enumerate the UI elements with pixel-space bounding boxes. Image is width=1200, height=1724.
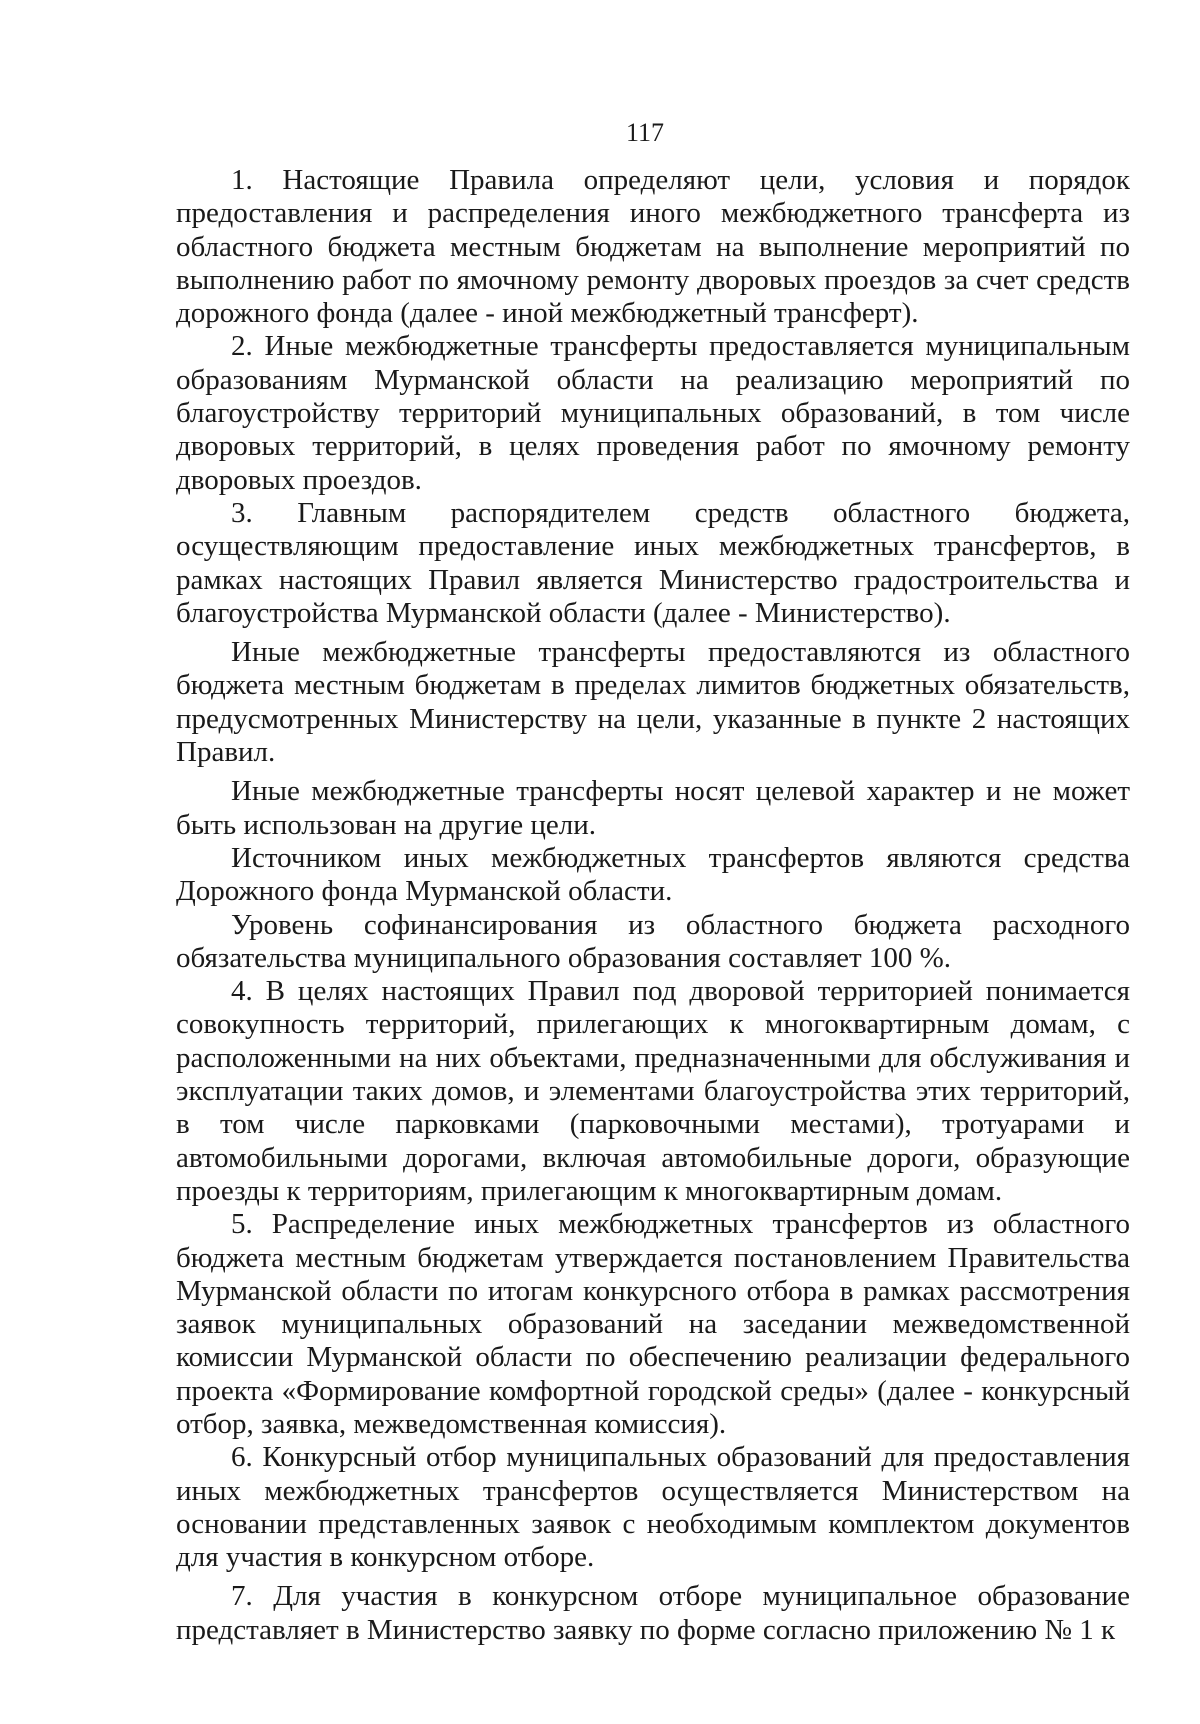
paragraph-6: 6. Конкурсный отбор муниципальных образований для предоставления иных межбюджетных трансфертов осуществляется Министерством на основании представленных заявок с необходимым комплектом документов для участия в конкурсном отборе. xyxy=(176,1441,1130,1574)
page-number: 117 xyxy=(625,118,665,147)
paragraph-3-purpose: Иные межбюджетные трансферты носят целевой характер и не может быть использован на другие цели. xyxy=(176,775,1130,841)
paragraph-4: 4. В целях настоящих Правил под дворовой территорией понимается совокупность территорий, прилегающих к многоквартирным домам, с расположенными на них объектами, предназначенными для обслуживания и эксплуатации таких домов, и элементами благоустройства этих территорий, в том числе парковками (парковочными местами), тротуарами и автомобильными дорогами, включая автомобильные дороги, образующие проезды к территориям, прилегающим к многоквартирным домам. xyxy=(176,975,1130,1207)
document-body xyxy=(176,164,1130,1647)
paragraph-2: 2. Иные межбюджетные трансферты предоставляется муниципальным образованиям Мурманской области на реализацию мероприятий по благоустройству территорий муниципальных образований, в том числе дворовых территорий, в целях проведения работ по ямочному ремонту дворовых проездов. xyxy=(176,330,1130,496)
paragraph-1: 1. Настоящие Правила определяют цели, условия и порядок предоставления и распределения иного межбюджетного трансферта из областного бюджета местным бюджетам на выполнение мероприятий по выполнению работ по ямочному ремонту дворовых проездов за счет средств дорожного фонда (далее - иной межбюджетный трансферт). xyxy=(176,164,1130,330)
paragraph-5: 5. Распределение иных межбюджетных трансфертов из областного бюджета местным бюджетам утверждается постановлением Правительства Мурманской области по итогам конкурсного отбора в рамках рассмотрения заявок муниципальных образований на заседании межведомственной комиссии Мурманской области по обеспечению реализации федерального проекта «Формирование комфортной городской среды» (далее - конкурсный отбор, заявка, межведомственная комиссия). xyxy=(176,1208,1130,1440)
paragraph-3-limits: Иные межбюджетные трансферты предоставляются из областного бюджета местным бюджетам в пределах лимитов бюджетных обязательств, предусмотренных Министерству на цели, указанные в пункте 2 настоящих Правил. xyxy=(176,636,1130,769)
paragraph-3: 3. Главным распорядителем средств областного бюджета, осуществляющим предоставление иных межбюджетных трансфертов, в рамках настоящих Правил является Министерство градостроительства и благоустройства Мурманской области (далее - Министерство). xyxy=(176,496,1130,629)
paragraph-3-cofinancing: Уровень софинансирования из областного бюджета расходного обязательства муниципального образования составляет 100 %. xyxy=(176,908,1130,974)
paragraph-3-source: Источником иных межбюджетных трансфертов являются средства Дорожного фонда Мурманской области. xyxy=(176,841,1130,908)
paragraph-7: 7. Для участия в конкурсном отборе муниципальное образование представляет в Министерство заявку по форме согласно приложению № 1 к xyxy=(176,1580,1130,1646)
